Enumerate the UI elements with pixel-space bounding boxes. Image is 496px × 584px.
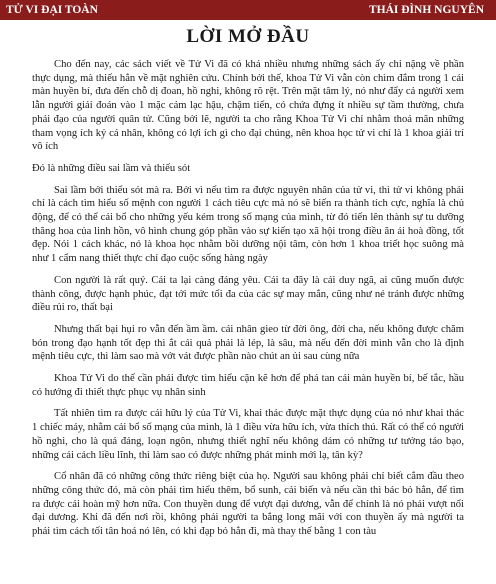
paragraph: Đó là những điều sai lầm và thiếu sót <box>32 162 191 174</box>
paragraph: Tất nhiên tìm ra được cái hữu lý của Tử Vi, khai thác được mặt thực dụng của nó như khai thác 1 chiếc máy, nhằm cải bổ số mạng của mình, là 1 điều vừa hữu ích, vừa thích thú. Rất có thể có người hồ nghi, cho là quá đáng, loạn ngôn, nhưng thiết nghĩ nếu không dám có những tư tưởng táo bạo, những cái cách liều lĩnh, thì làm sao có được những phát minh mới lạ, tân kỳ? <box>32 408 464 461</box>
running-header <box>0 0 496 20</box>
page-title: LỜI MỞ ĐẦU <box>186 26 310 47</box>
paragraph: Con người là rất quý. Cái ta lại càng đáng yêu. Cái ta đây là cái duy ngã, ai cũng muốn được thành công, được hạnh phúc, đạt tới mức tối đa của các sự may mắn, cũng như né tránh được những điều rủi ro, thất bại <box>32 274 464 314</box>
author-name-header: THÁI ĐÌNH NGUYÊN <box>368 4 484 16</box>
paragraph: Cho đến nay, các sách viết về Tử Vi đã có khá nhiều nhưng những sách ấy chỉ nặng về phần thực dụng, mà thiếu hẳn về mặt nghiên cứu. Chính bởi thế, khoa Tử Vi vẫn còn chìm đắm trong 1 cái màn huyền bí, đưa đến chỗ dị đoan, hồ nghi, không rõ rệt. Trên mặt tâm lý, nó như đẩy cả người xem lẫn người giải đoán vào 1 mặc cảm lạc hậu, chậm tiến, có chứa đựng ít nhiều sự tầm thường, chưa phải đạo của người quân tử. Cũng bởi lẽ, người ta cho rằng Khoa Tử Vi chỉ nhằm thoả mãn những tham vọng ích kỷ cá nhân, không có lợi ích gì cho đại chúng, nên khoa học tử vi chỉ là 1 khoa giải trí vô ích <box>32 59 464 153</box>
paragraph: Khoa Tử Vi do thế cần phải được tìm hiểu cặn kẽ hơn để phá tan cái màn huyền bí, bế tắc, hầu có hướng đi thiết thực phục vụ nhân sinh <box>32 373 464 398</box>
book-title-header: TỬ VI ĐẠI TOÀN <box>6 4 98 16</box>
paragraph: Sai lầm bởi thiếu sót mà ra. Bởi vì nếu tìm ra được nguyên nhân của tử vi, thì tử vi không phải chỉ là cách tìm hiểu số mệnh con người 1 cách tiêu cực mà nó sẽ biến ra thành tích cực, nghĩa là chủ động, để có thể cải bổ cho những yếu kém trong số mạng của mình, từ đó tiến lên thành sự tu dưỡng thăng hoa của linh hồn, vô hình chung góp phần vào sự kiến tạo xã hội trong điều ăn ái hoà đồng, tốt đẹp. Nói 1 cách khác, nó là khoa học nhằm bồi dưỡng nội tâm, còn hơn 1 khoa triết học suông mà như 1 cẩm nang thiết thực chỉ đạo cuộc sống hàng ngày <box>32 184 464 265</box>
paragraph: Cổ nhân đã có những công thức riêng biệt của họ. Người sau không phải chỉ biết cắm đầu theo những công thức đó, mà còn phải tìm hiểu thêm, bổ sunh, cải biến và nếu cần thì bác bỏ hẳn, để tìm ra được cái hoàn mỹ hơn nữa. Con thuyền dung để vượt đại dương, vẫn để chính là nó phải vượt nổi đại dương. Khi đã đến nơi rồi, không phải người ta bắng long mãi với con thuyền ấy mà người ta phải tìm cách tối tân hoá nó lên, có khi đạp bỏ hẳn đi, mà thay thế bằng 1 con tàu <box>32 471 464 538</box>
paragraph: Nhưng thất bại hụi ro vẫn đến ầm ầm. cái nhân gieo từ đời ông, đời cha, nếu không được chăm bón trong đạo hạnh tốt đẹp thì ắt cái quả phải là lép, là sâu, mà nếu đến đời mình vẫn cho là định mệnh tiêu cực, thì làm sao mà vớt vát được phần nào chút an ủi sau cùng nữa <box>32 323 464 363</box>
page-body <box>32 26 464 547</box>
